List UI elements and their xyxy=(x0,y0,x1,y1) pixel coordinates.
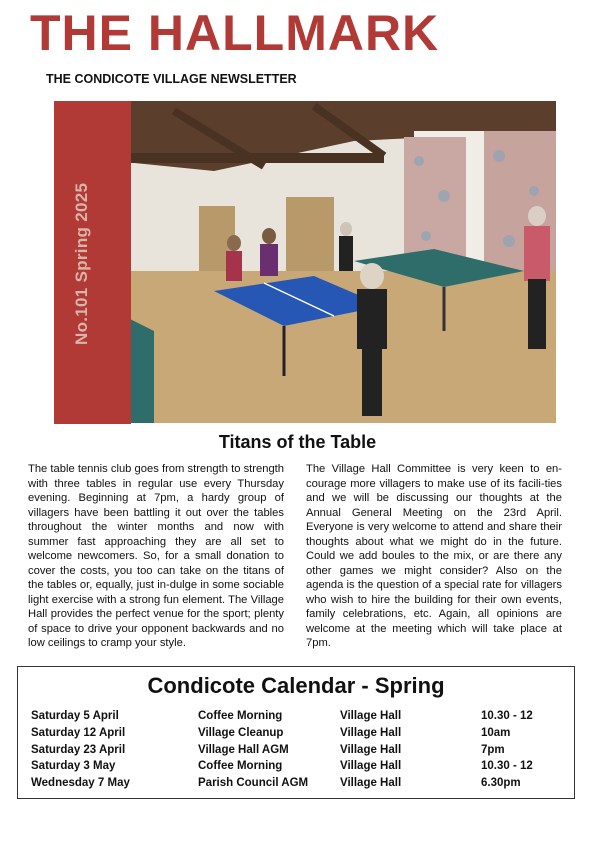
calendar-time: 10.30 - 12 xyxy=(481,760,533,772)
calendar-event: Village Cleanup xyxy=(198,727,284,739)
calendar-venue: Village Hall xyxy=(340,710,402,722)
newsletter-subtitle: THE CONDICOTE VILLAGE NEWSLETTER xyxy=(46,72,297,86)
article-headline: Titans of the Table xyxy=(218,432,377,452)
article-column-left: The table tennis club goes from strength to strength with three tables in regular use every Thursday evening. Beginning at 7pm, a hardy group of villagers have been battling it out over the tables throughout the winter months and now with summer fast approaching they are all set to welcome newcomers. So, for a small donation to cover the costs, you too can take on the titans of the tables or, equally, just in-dulge in some sociable light exercise with a strong fun element. The Village Hall provides the perfect venue for the sport; plenty of space to drive your opponent backwards and no low ceilings to cramp your style. xyxy=(28,463,284,649)
calendar-row xyxy=(31,710,561,726)
masthead-title: THE HALLMARK xyxy=(30,5,440,61)
calendar-time: 7pm xyxy=(481,744,505,756)
calendar-row xyxy=(31,760,561,776)
calendar-row xyxy=(31,777,561,793)
calendar-venue: Village Hall xyxy=(340,727,402,739)
calendar-title: Condicote Calendar - Spring xyxy=(147,673,445,698)
calendar-date: Saturday 3 May xyxy=(31,760,116,772)
calendar-row xyxy=(31,727,561,743)
calendar-date: Wednesday 7 May xyxy=(31,777,130,789)
calendar-time: 6.30pm xyxy=(481,777,521,789)
article-column-right: The Village Hall Committee is very keen to en-courage more villagers to make use of its facili-ties and we will be discussing our thoughts at the Annual General Meeting on the 23rd April. Everyone is very welcome to attend and share their thoughts about what we might do in the future. Could we add boules to the mix, or are there any other games we might consider? Also on the agenda is the question of a special rate for villagers who wish to hire the building for their own events, family celebrations, etc. Again, all opinions are welcome at the meeting which will take place at 7pm. xyxy=(306,463,562,649)
calendar-event: Coffee Morning xyxy=(198,710,283,722)
calendar-event: Parish Council AGM xyxy=(198,777,309,789)
calendar-event: Coffee Morning xyxy=(198,760,283,772)
calendar-event: Village Hall AGM xyxy=(198,744,289,756)
issue-label: No.101 Spring 2025 xyxy=(72,182,91,345)
calendar-box xyxy=(17,666,575,799)
calendar-venue: Village Hall xyxy=(340,744,402,756)
calendar-time: 10am xyxy=(481,727,511,739)
issue-banner xyxy=(54,101,131,424)
calendar-date: Saturday 5 April xyxy=(31,710,119,722)
calendar-date: Saturday 23 April xyxy=(31,744,126,756)
calendar-date: Saturday 12 April xyxy=(31,727,126,739)
calendar-time: 10.30 - 12 xyxy=(481,710,533,722)
calendar-venue: Village Hall xyxy=(340,777,402,789)
calendar-venue: Village Hall xyxy=(340,760,402,772)
calendar-row xyxy=(31,744,561,760)
